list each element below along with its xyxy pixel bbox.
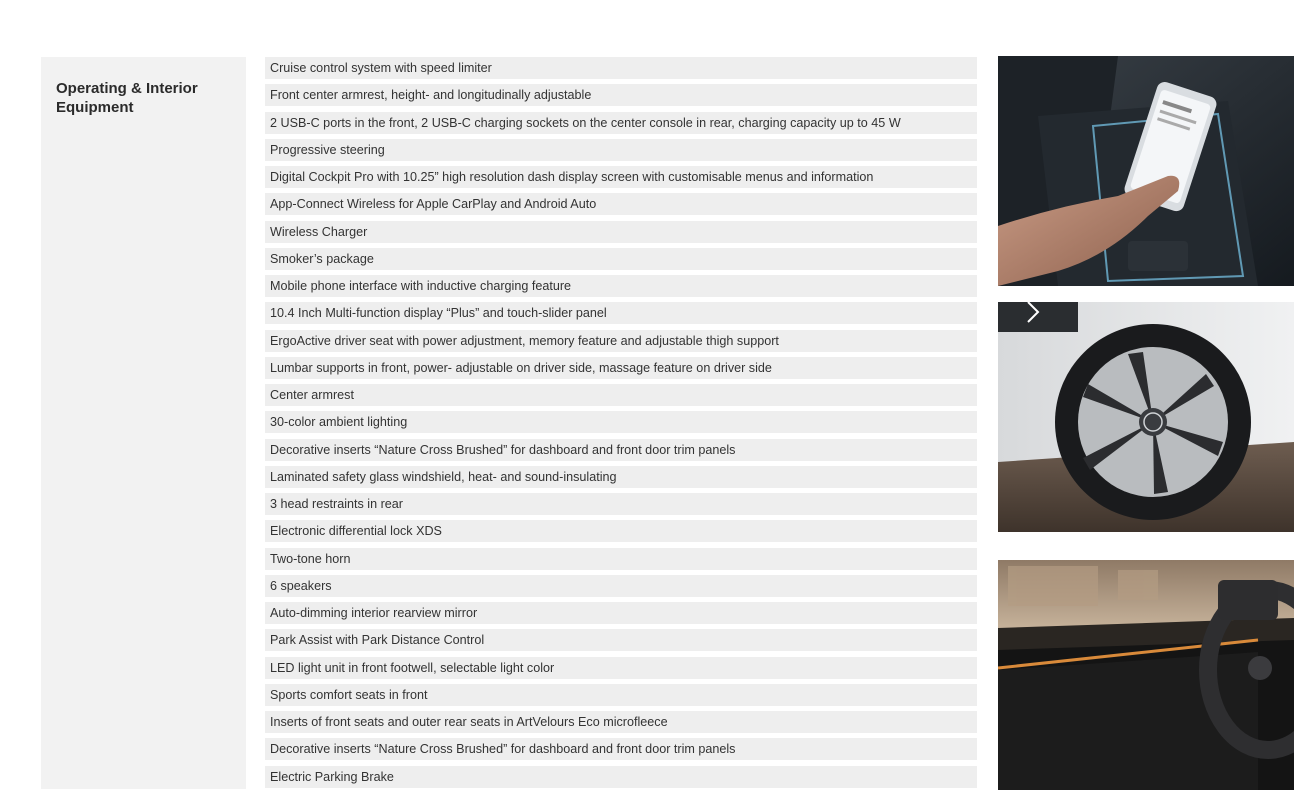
feature-item: App-Connect Wireless for Apple CarPlay and Android Auto [265,193,977,215]
feature-item: 3 head restraints in rear [265,493,977,515]
feature-item: 6 speakers [265,575,977,597]
feature-item: Digital Cockpit Pro with 10.25” high resolution dash display screen with customisable menus and information [265,166,977,188]
feature-item: Mobile phone interface with inductive charging feature [265,275,977,297]
alloy-wheel-photo [998,302,1294,532]
feature-item: Two-tone horn [265,548,977,570]
feature-item: Auto-dimming interior rearview mirror [265,602,977,624]
feature-item: Smoker’s package [265,248,977,270]
feature-item: Center armrest [265,384,977,406]
feature-item: Cruise control system with speed limiter [265,57,977,79]
feature-item: Progressive steering [265,139,977,161]
feature-item: Laminated safety glass windshield, heat- and sound-insulating [265,466,977,488]
feature-item: Park Assist with Park Distance Control [265,629,977,651]
feature-item: 30-color ambient lighting [265,411,977,433]
feature-item: Lumbar supports in front, power- adjustable on driver side, massage feature on driver side [265,357,977,379]
feature-item: Decorative inserts “Nature Cross Brushed” for dashboard and front door trim panels [265,738,977,760]
wireless-charging-photo [998,56,1294,286]
feature-item: Electronic differential lock XDS [265,520,977,542]
feature-list [265,57,977,793]
feature-item: ErgoActive driver seat with power adjustment, memory feature and adjustable thigh support [265,330,977,352]
feature-item: Sports comfort seats in front [265,684,977,706]
feature-item: Wireless Charger [265,221,977,243]
feature-item: Electric Parking Brake [265,766,977,788]
feature-item: Inserts of front seats and outer rear seats in ArtVelours Eco microfleece [265,711,977,733]
feature-item: Decorative inserts “Nature Cross Brushed” for dashboard and front door trim panels [265,439,977,461]
feature-item: 10.4 Inch Multi-function display “Plus” and touch-slider panel [265,302,977,324]
feature-item: LED light unit in front footwell, selectable light color [265,657,977,679]
category-title: Operating & Interior Equipment [56,80,198,116]
category-panel [41,57,246,789]
feature-item: 2 USB-C ports in the front, 2 USB-C charging sockets on the center console in rear, charging capacity up to 45 W [265,112,977,134]
ambient-lighting-interior-photo [998,560,1294,790]
feature-item: Front center armrest, height- and longitudinally adjustable [265,84,977,106]
